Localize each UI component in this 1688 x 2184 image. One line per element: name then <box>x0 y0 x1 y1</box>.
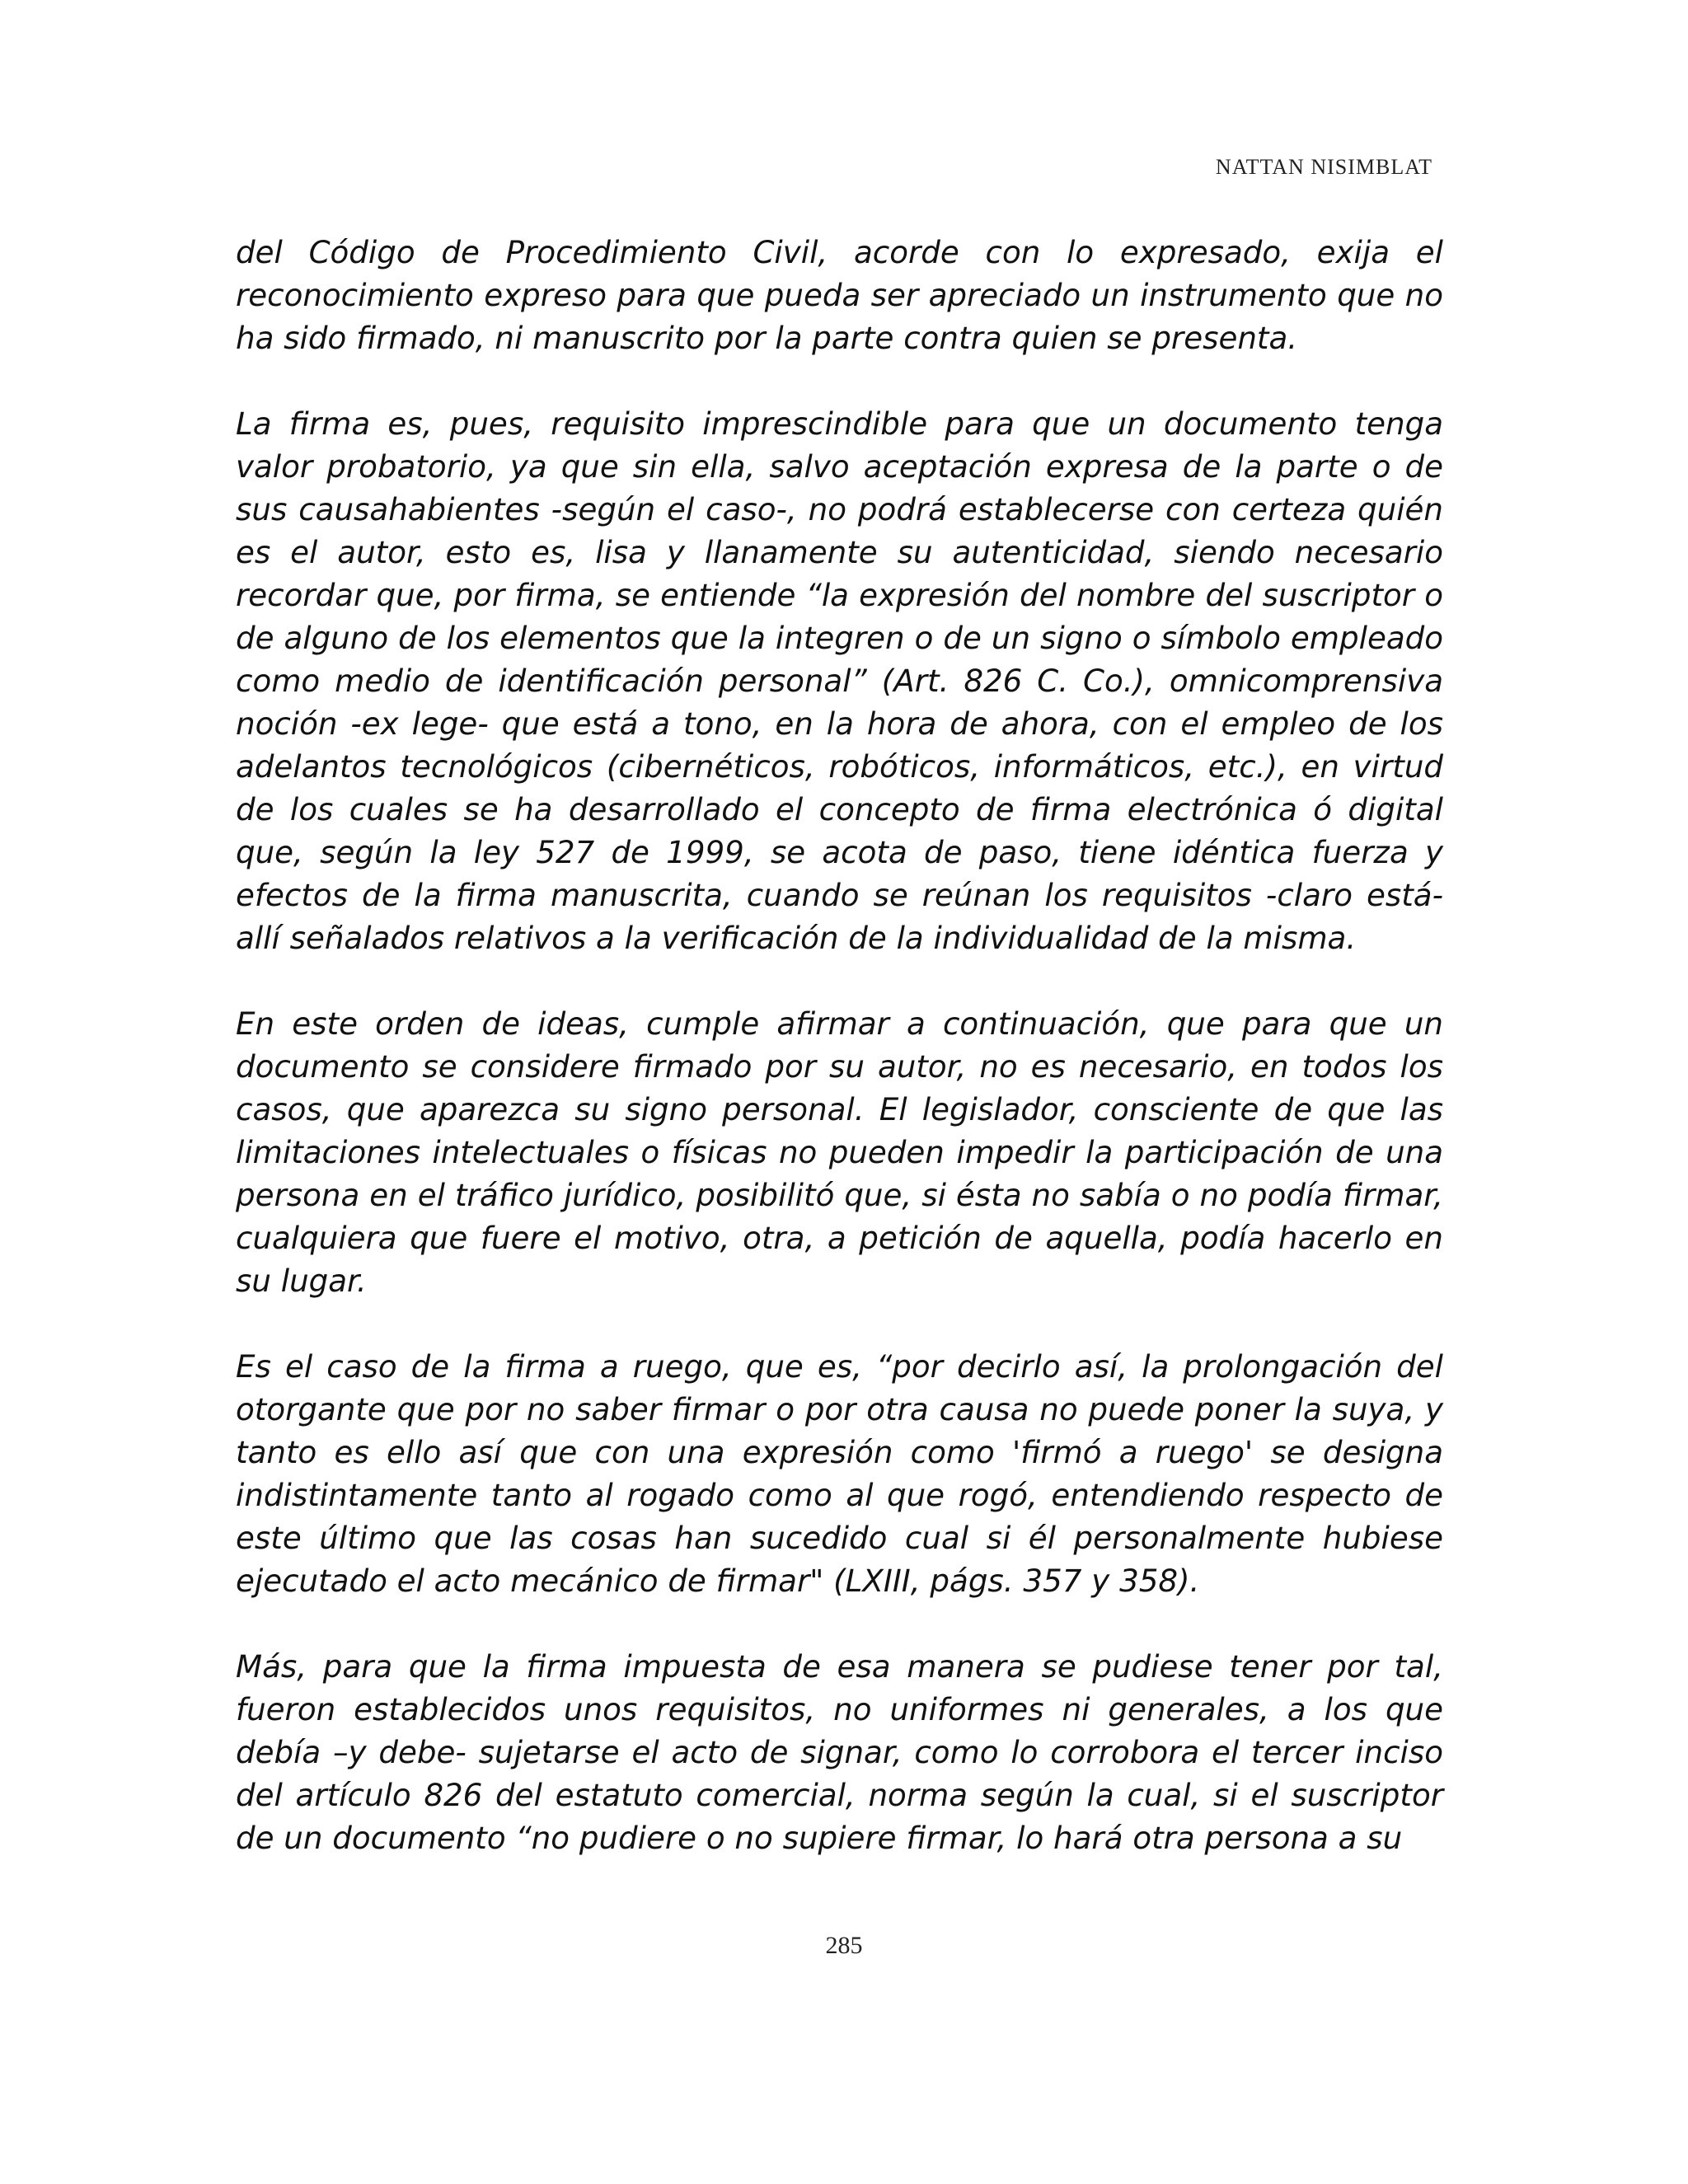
page-number: 285 <box>825 1932 863 1959</box>
paragraph-3: En este orden de ideas, cumple afirmar a continuación, que para que un documento se considere firmado por su autor, no es necesario, en todos los casos, que aparezca su signo personal. El legislador, consciente de que las limitaciones intelectuales o físicas no pueden impedir la participación de una persona en el tráfico jurídico, posibilitó que, si ésta no sabía o no podía firmar, cualquiera que fuere el motivo, otra, a petición de aquella, podía hacerlo en su lugar. <box>236 1005 1443 1299</box>
paragraph-5: Más, para que la firma impuesta de esa manera se pudiese tener por tal, fueron establecidos unos requisitos, no uniformes ni generales, a los que debía –y debe- sujetarse el acto de signar, como lo corrobora el tercer inciso del artículo 826 del estatuto comercial, norma según la cual, si el suscriptor de un documento “no pudiere o no supiere firmar, lo hará otra persona a su <box>236 1648 1443 1856</box>
running-head-author: NATTAN NISIMBLAT <box>1215 155 1432 179</box>
paragraph-2: La firma es, pues, requisito imprescindible para que un documento tenga valor probatorio, ya que sin ella, salvo aceptación expresa de la parte o de sus causahabientes -según el caso-, no podrá establecerse con certeza quién es el autor, esto es, lisa y llanamente su autenticidad, siendo necesario recordar que, por firma, se entiende “la expresión del nombre del suscriptor o de alguno de los elementos que la integren o de un signo o símbolo empleado como medio de identificación personal” (Art. 826 C. Co.), omnicomprensiva noción -ex lege- que está a tono, en la hora de ahora, con el empleo de los adelantos tecnológicos (cibernéticos, robóticos, informáticos, etc.), en virtud de los cuales se ha desarrollado el concepto de firma electrónica ó digital que, según la ley 527 de 1999, se acota de paso, tiene idéntica fuerza y efectos de la firma manuscrita, cuando se reúnan los requisitos -claro está- allí señalados relativos a la verificación de la individualidad de la misma. <box>236 405 1443 956</box>
paragraph-4: Es el caso de la firma a ruego, que es, “por decirlo así, la prolongación del otorgante que por no saber firmar o por otra causa no puede poner la suya, y tanto es ello así que con una expresión como 'firmó a ruego' se designa indistintamente tanto al rogado como al que rogó, entendiendo respecto de este último que las cosas han sucedido cual si él personalmente hubiese ejecutado el acto mecánico de firmar" (LXIII, págs. 357 y 358). <box>236 1348 1443 1599</box>
body-text <box>236 231 1443 1859</box>
paragraph-1: del Código de Procedimiento Civil, acorde con lo expresado, exija el reconocimiento expreso para que pueda ser apreciado un instrumento que no ha sido firmado, ni manuscrito por la parte contra quien se presenta. <box>236 234 1443 356</box>
